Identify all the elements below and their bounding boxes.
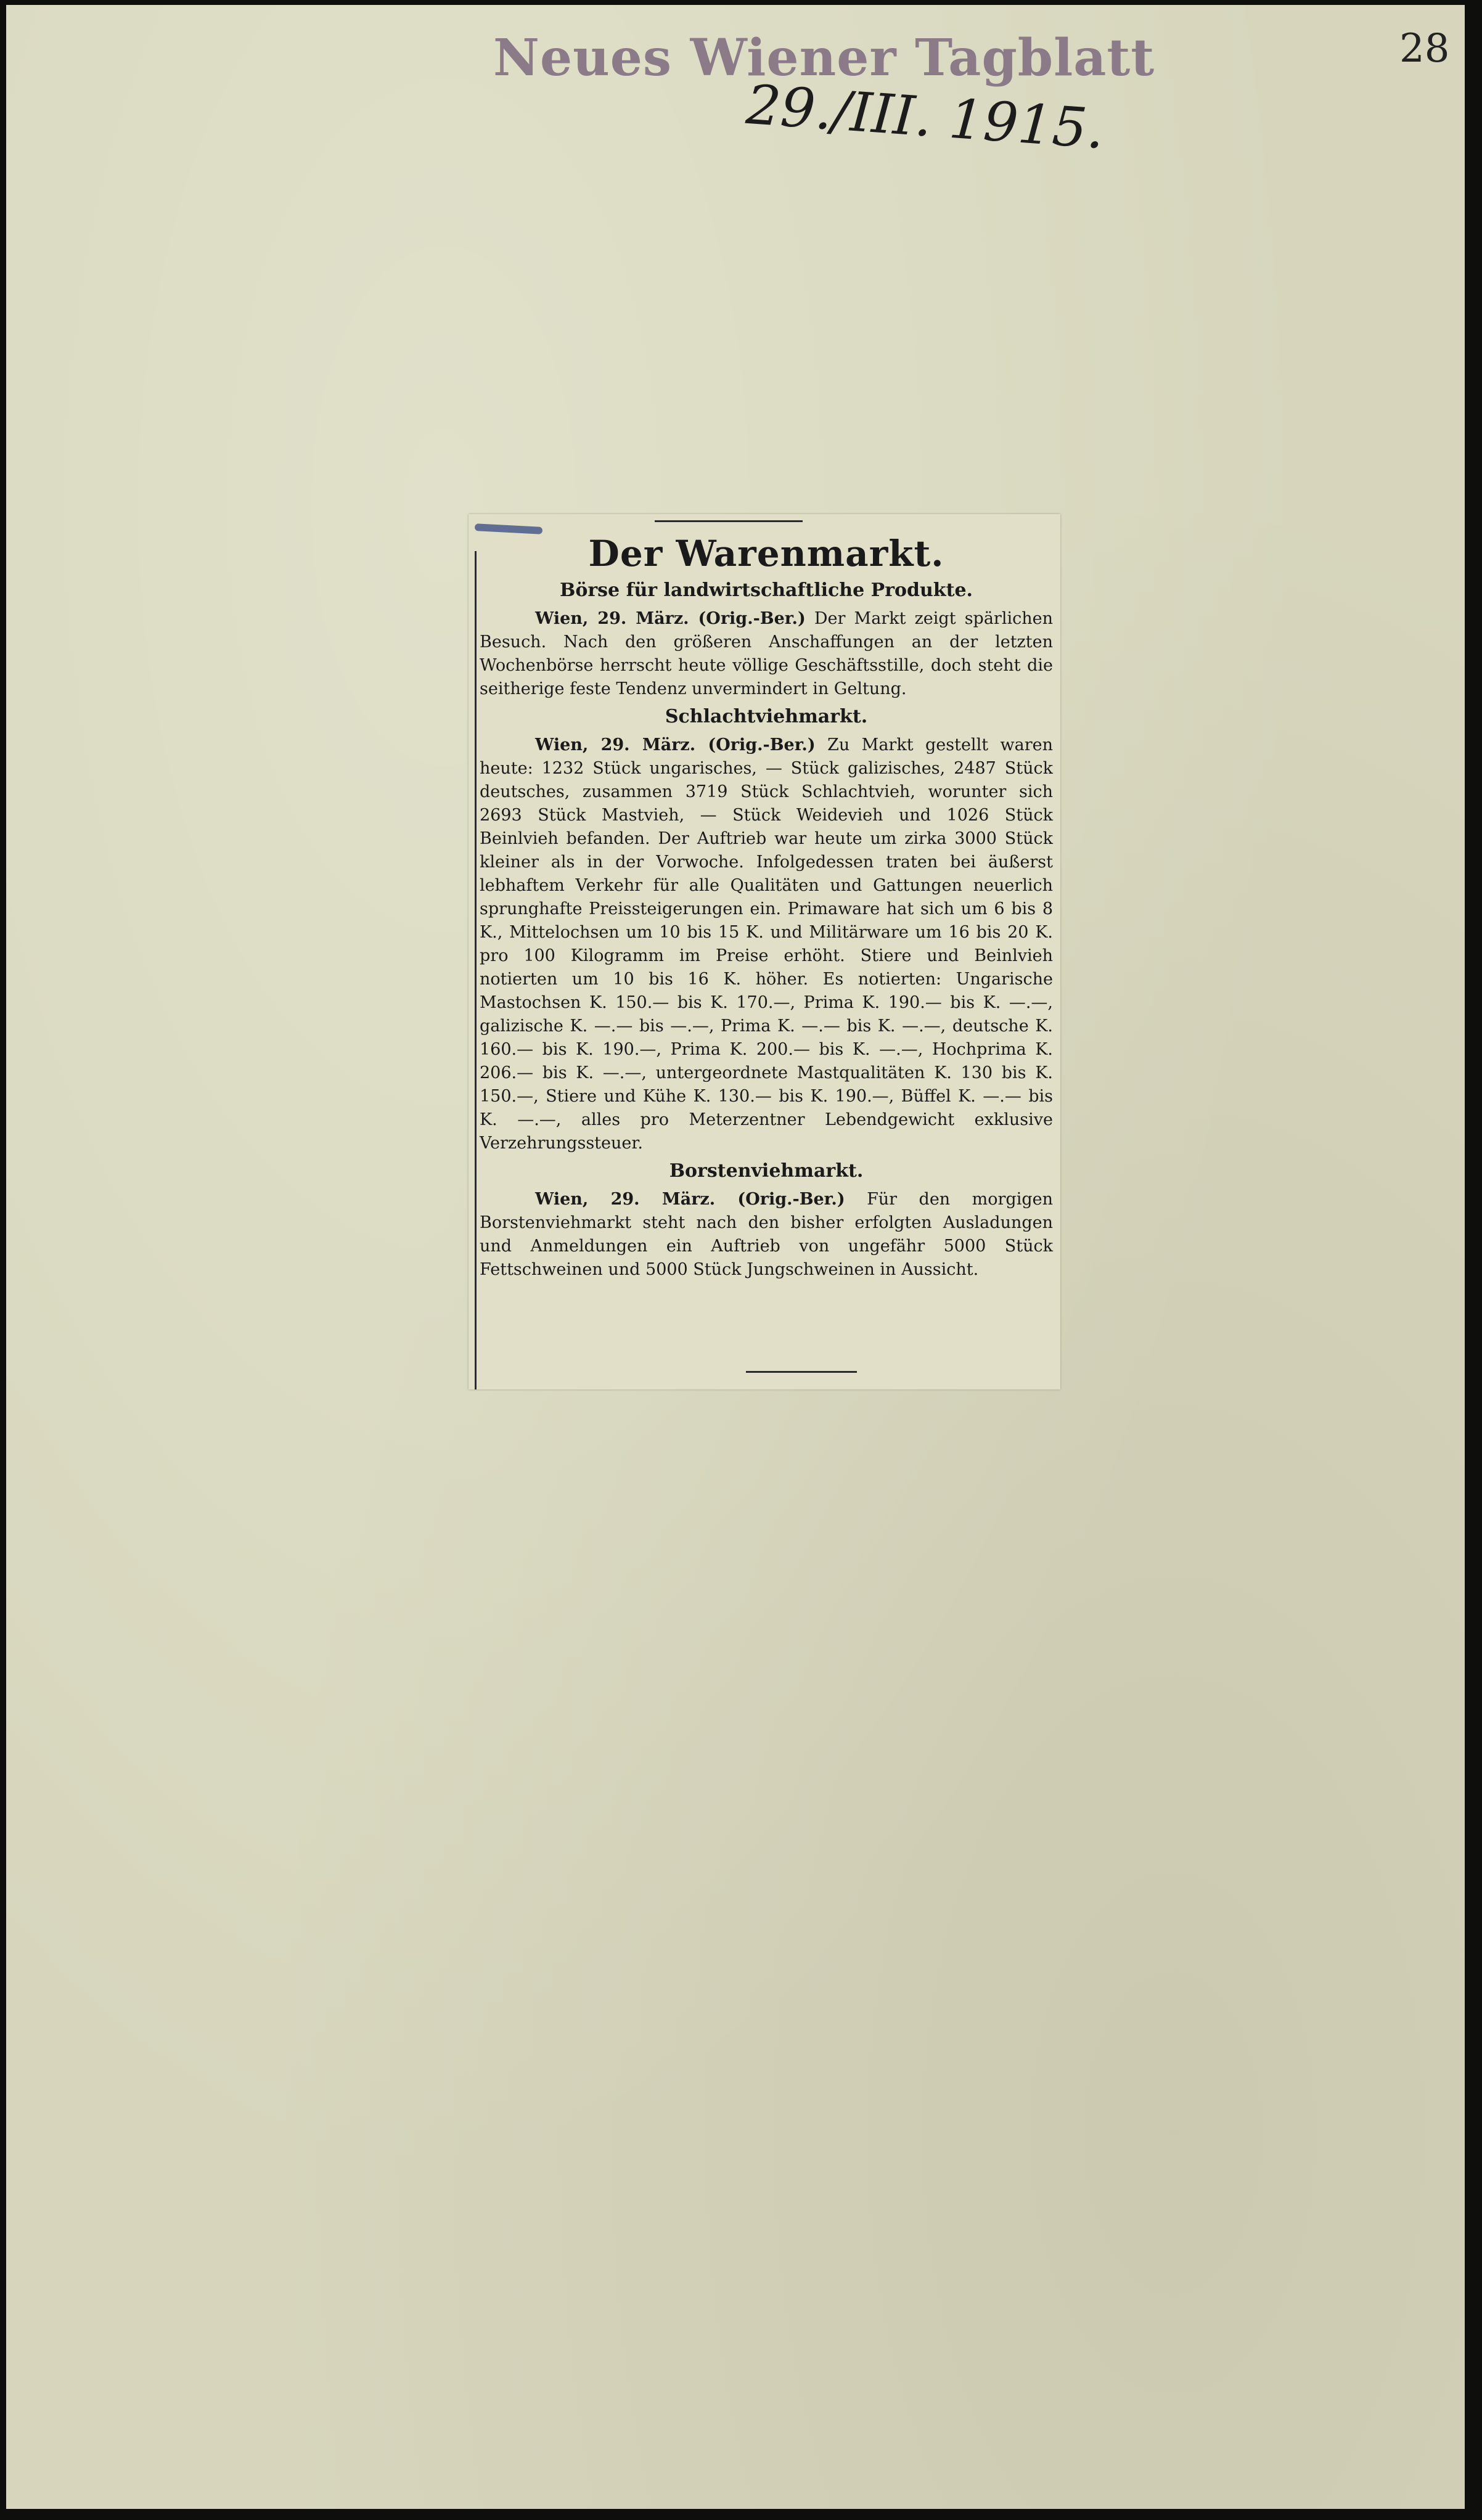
archive-sheet <box>6 5 1465 2509</box>
section-body <box>480 607 1053 701</box>
section-body <box>480 734 1053 1155</box>
left-rule <box>475 551 477 1389</box>
section-text: Der Markt zeigt spärlichen Besuch. Nach den größeren Anschaffungen an der letzten Wochenbörse herrscht heute völlige Geschäftsstille, doch steht die seitherige feste Tendenz unvermindert in Geltung. <box>480 609 1053 698</box>
section-heading: Börse für landwirtschaftliche Produkte. <box>560 579 973 601</box>
dateline: Wien, 29. März. (Orig.-Ber.) <box>535 1190 845 1209</box>
section-text: Zu Markt gestellt waren heute: 1232 Stück ungarisches, — Stück galizisches, 2487 Stück deutsches, zusammen 3719 Stück Schlachtvieh, worunter sich 2693 Stück Mastvieh, — Stück Weidevieh und 1026 Stück Beinlvieh befanden. Der Auftrieb war heute um zirka 3000 Stück kleiner als in der Vorwoche. Infolgedessen traten bei äußerst lebhaftem Verkehr für alle Qualitäten und Gattungen neuerlich sprunghafte Preissteigerungen ein. Primaware hat sich um 6 bis 8 K., Mittelochsen um 10 bis 15 K. und Militärware um 16 bis 20 K. pro 100 Kilogramm im Preise erhöht. Stiere und Beinlvieh notierten um 10 bis 16 K. höher. Es notierten: Ungarische Mastochsen K. 150.— bis K. 170.—, Prima K. 190.— bis K. —.—, galizische K. —.— bis —.—, Prima K. —.— bis K. —.—, deutsche K. 160.— bis K. 190.—, Prima K. 200.— bis K. —.—, Hochprima K. 206.— bis K. —.—, untergeordnete Mastqualitäten K. 130 bis K. 150.—, Stiere und Kühe K. 130.— bis K. 190.—, Büffel K. —.— bis K. —.—, alles pro Meterzentner Lebendgewicht exklusive Verzehrungssteuer. <box>480 735 1053 1153</box>
article-title: Der Warenmarkt. <box>588 533 944 575</box>
section-heading: Schlachtviehmarkt. <box>665 706 868 727</box>
dateline: Wien, 29. März. (Orig.-Ber.) <box>535 609 806 628</box>
newspaper-clipping <box>469 514 1060 1389</box>
section-heading: Borstenviehmarkt. <box>669 1160 864 1182</box>
bottom-rule <box>746 1371 857 1373</box>
section-text: Für den morgigen Borstenviehmarkt steht nach den bisher erfolgten Ausladungen und Anmeldungen ein Auftrieb von ungefähr 5000 Stück Fettschweinen und 5000 Stück Jungschweinen in Aussicht. <box>480 1190 1053 1279</box>
top-rule <box>655 520 803 522</box>
article <box>480 533 1053 1282</box>
handwritten-date: 29./III. 1915. <box>744 72 1107 162</box>
dateline: Wien, 29. März. (Orig.-Ber.) <box>535 735 816 755</box>
page-number: 28 <box>1399 26 1450 72</box>
section-body <box>480 1188 1053 1282</box>
newspaper-stamp: Neues Wiener Tagblatt <box>493 28 1155 88</box>
